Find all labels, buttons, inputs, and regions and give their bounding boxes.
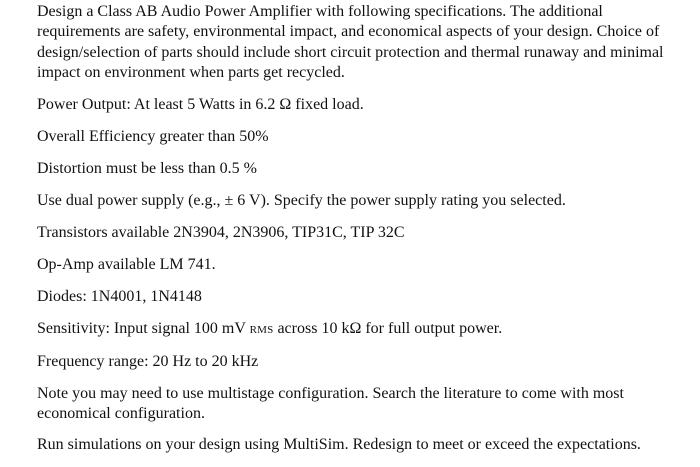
sensitivity-text: Sensitivity: Input signal 100 mV	[37, 319, 250, 337]
sensitivity-text-end: across 10 kΩ for full output power.	[273, 319, 503, 337]
rms-subscript: RMS	[249, 323, 274, 336]
intro-paragraph: Design a Class AB Audio Power Amplifier with following specifications. The additional requirements are safety, environmental impact, and economical aspects of your design. Choice of design/selection of parts should include short circuit protection and thermal runaway and minimal impact on environment when parts get recycled.	[37, 3, 664, 82]
op-amp-spec: Op-Amp available LM 741.	[37, 255, 216, 273]
efficiency-spec: Overall Efficiency greater than 50%	[37, 127, 269, 145]
transistors-spec: Transistors available 2N3904, 2N3906, TIP31C, TIP 32C	[37, 223, 405, 241]
simulation-instruction: Run simulations on your design using MultiSim. Redesign to meet or exceed the expectations.	[37, 436, 641, 454]
note-paragraph: Note you may need to use multistage configuration. Search the literature to come with most economical configuration.	[37, 384, 624, 423]
distortion-spec: Distortion must be less than 0.5 %	[37, 159, 257, 177]
frequency-range-spec: Frequency range: 20 Hz to 20 kHz	[37, 352, 259, 370]
assignment-text	[37, 2, 677, 467]
sensitivity-spec	[37, 319, 677, 340]
power-supply-spec: Use dual power supply (e.g., ± 6 V). Specify the power supply rating you selected.	[37, 191, 566, 209]
power-output-spec: Power Output: At least 5 Watts in 6.2 Ω fixed load.	[37, 95, 364, 113]
diodes-spec: Diodes: 1N4001, 1N4148	[37, 287, 202, 305]
